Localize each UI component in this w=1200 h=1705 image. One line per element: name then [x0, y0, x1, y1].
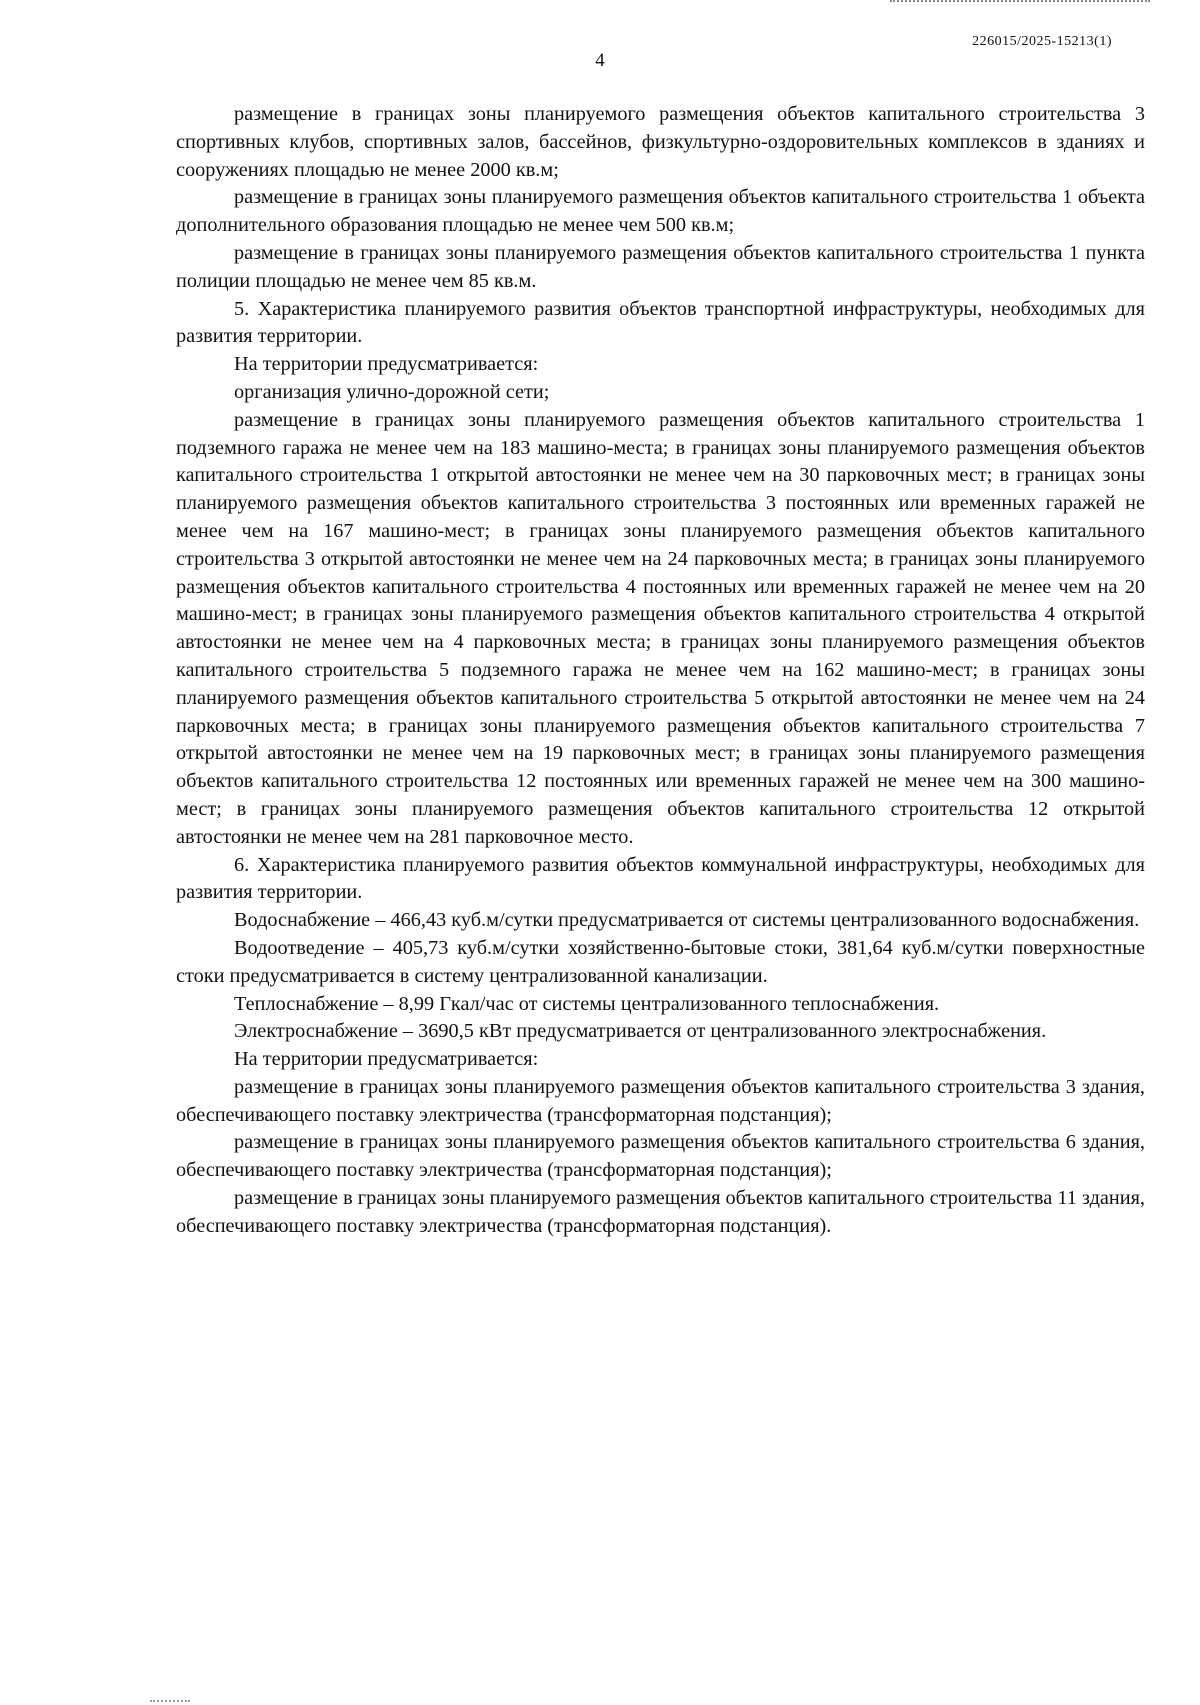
paragraph: размещение в границах зоны планируемого размещения объектов капитального строительства 1 пункта полиции площадью не менее чем 85 кв.м.	[176, 241, 1145, 292]
paragraph: Водоотведение – 405,73 куб.м/сутки хозяйственно-бытовые стоки, 381,64 куб.м/сутки поверхностные стоки предусматривается в систему централизованной канализации.	[176, 936, 1145, 987]
scan-corner-mark	[150, 1700, 190, 1705]
paragraph: размещение в границах зоны планируемого размещения объектов капитального строительства 11 здания, обеспечивающего поставку электричества (трансформаторная подстанция).	[176, 1187, 1145, 1237]
scan-edge-marks	[890, 0, 1150, 6]
paragraph: размещение в границах зоны планируемого размещения объектов капитального строительства 1 объекта дополнительного образования площадью не менее чем 500 кв.м;	[176, 186, 1145, 237]
paragraph: Электроснабжение – 3690,5 кВт предусматривается от централизованного электроснабжения.	[234, 1020, 1047, 1043]
paragraph: На территории предусматривается:	[234, 353, 539, 376]
paragraph: Теплоснабжение – 8,99 Гкал/час от системы централизованного теплоснабжения.	[234, 992, 940, 1015]
paragraph: размещение в границах зоны планируемого размещения объектов капитального строительства 3 спортивных клубов, спортивных залов, бассейнов, физкультурно-оздоровительных комплексов в зданиях и сооружениях площадью не менее 2000 кв.м;	[176, 103, 1145, 181]
paragraph: организация улично-дорожной сети;	[234, 380, 550, 403]
paragraph: Водоснабжение – 466,43 куб.м/сутки предусматривается от системы централизованного водоснабжения.	[234, 909, 1140, 932]
paragraph: размещение в границах зоны планируемого размещения объектов капитального строительства 1 подземного гаража не менее чем на 183 машино-места; в границах зоны планируемого размещения объектов капитального строительства 1 открытой автостоянки не менее чем на 30 парковочных мест; в границах зоны планируемого размещения объектов капитального строительства 3 постоянных или временных гаражей не менее чем на 167 машино-мест; в границах зоны планируемого размещения объектов капитального строительства 3 открытой автостоянки не менее чем на 24 парковочных места; в границах зоны планируемого размещения объектов капитального строительства 4 постоянных или временных гаражей не менее чем на 20 машино-мест; в границах зоны планируемого размещения объектов капитального строительства 4 открытой автостоянки не менее чем на 4 парковочных места; в границах зоны планируемого размещения объектов капитального строительства 5 подземного гаража не менее чем на 162 машино-мест; в границах зоны планируемого размещения объектов капитального строительства 5 открытой автостоянки не менее чем на 24 парковочных места; в границах зоны планируемого размещения объектов капитального строительства 7 открытой автостоянки не менее чем на 19 парковочных мест; в границах зоны планируемого размещения объектов капитального строительства 12 постоянных или временных гаражей не менее чем на 300 машино-мест; в границах зоны планируемого размещения объектов капитального строительства 12 открытой автостоянки не менее чем на 281 парковочное место.	[176, 408, 1145, 848]
section-heading-transport: 5. Характеристика планируемого развития объектов транспортной инфраструктуры, необходимых для развития территории.	[176, 297, 1145, 348]
section-heading-utilities: 6. Характеристика планируемого развития объектов коммунальной инфраструктуры, необходимых для развития территории.	[176, 853, 1145, 904]
paragraph: размещение в границах зоны планируемого размещения объектов капитального строительства 6 здания, обеспечивающего поставку электричества (трансформаторная подстанция);	[176, 1131, 1145, 1182]
document-body	[176, 101, 1145, 1241]
document-number: 226015/2025-15213(1)	[972, 34, 1112, 49]
paragraph: размещение в границах зоны планируемого размещения объектов капитального строительства 3 здания, обеспечивающего поставку электричества (трансформаторная подстанция);	[176, 1075, 1145, 1126]
page-number: 4	[595, 50, 605, 71]
paragraph: На территории предусматривается:	[234, 1048, 539, 1071]
